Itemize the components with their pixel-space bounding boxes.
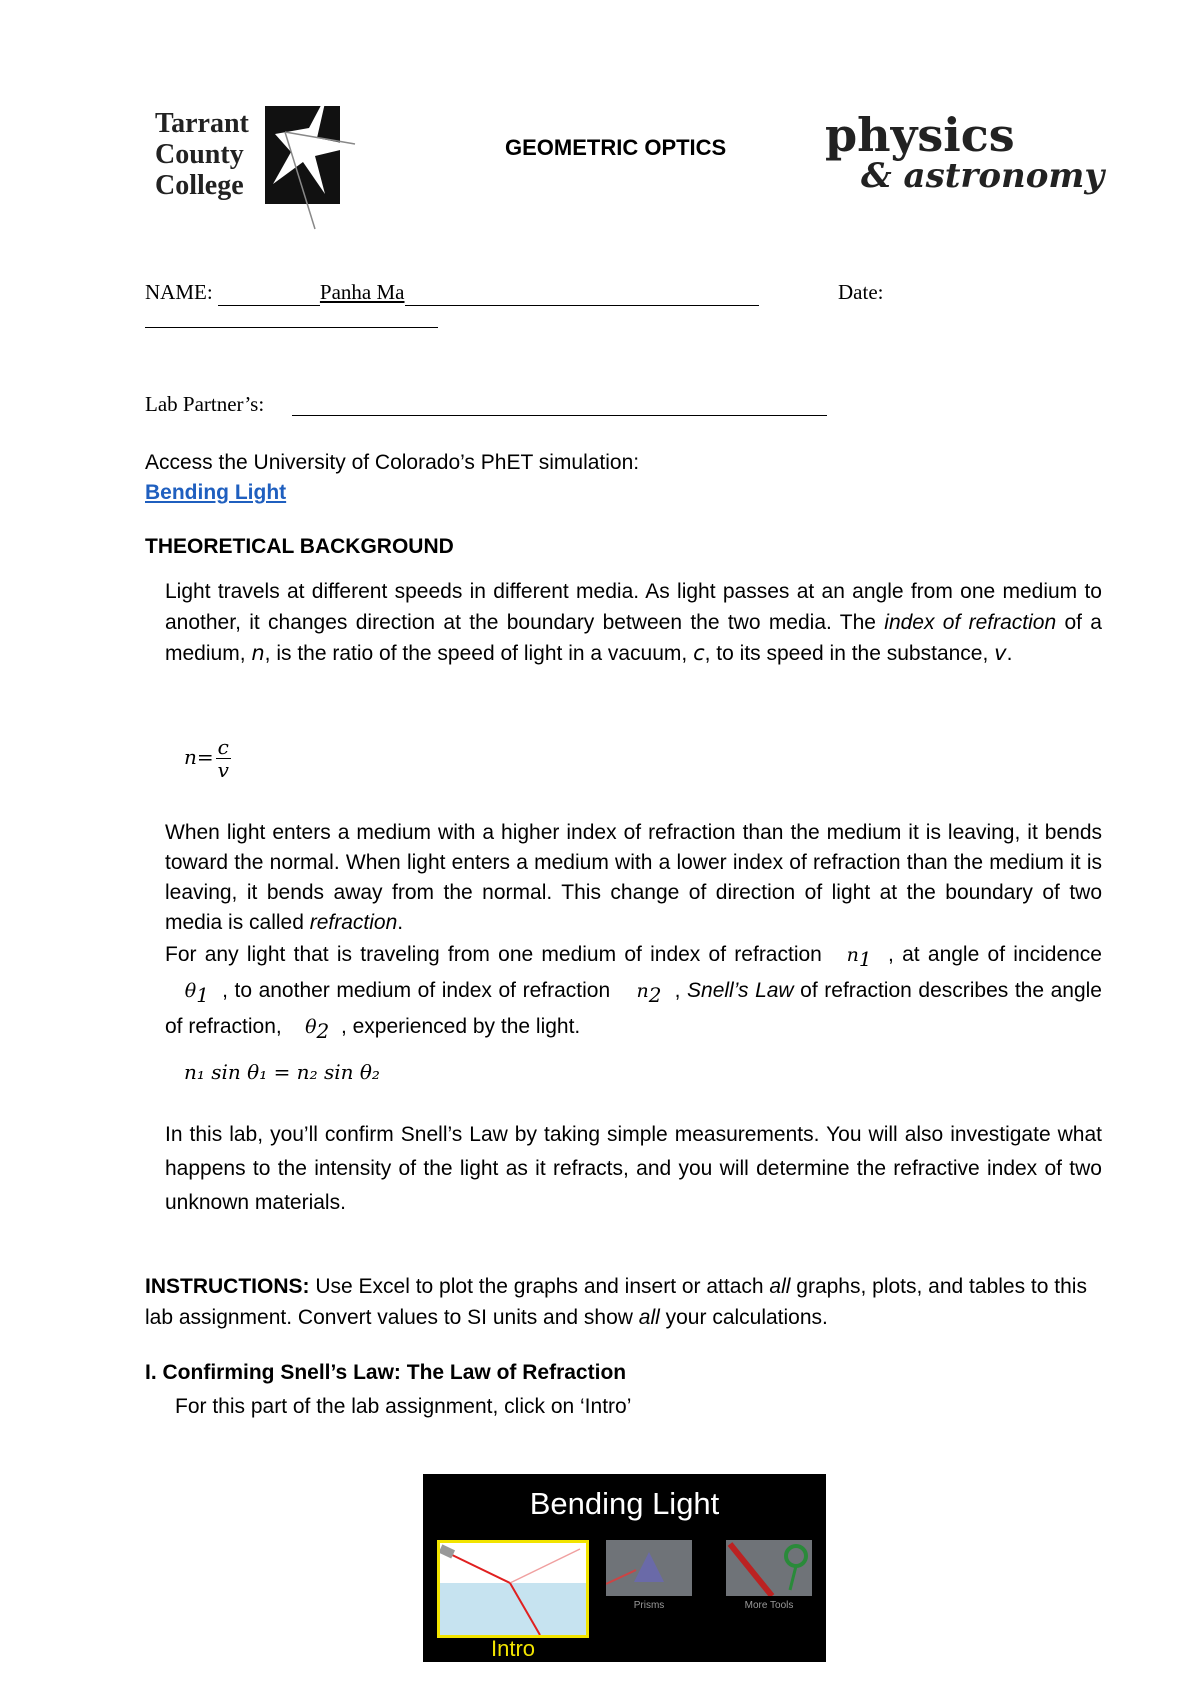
theory-paragraph-3: For any light that is traveling from one medium of index of refraction $n_1$ , at angle of incidence $\theta_1$ , to another medium of index of refraction $n_2$ , Snell’s Law of refraction describes the angle of refraction, $\theta_2$ , experienced by the light. <box>165 943 1102 1044</box>
instructions-paragraph: INSTRUCTIONS: Use Excel to plot the graphs and insert or attach all graphs, plots, and tables to this lab assignment. Convert values to SI units and show all your calculations. <box>145 1275 1087 1329</box>
equation-snells-law: n₁ sin θ₁ = n₂ sin θ₂ <box>184 1060 380 1084</box>
name-label: NAME: <box>145 280 213 304</box>
logo-astronomy: & astronomy <box>861 156 1105 196</box>
tab-more-tools[interactable]: More Tools <box>744 1600 794 1611</box>
prisms-thumbnail[interactable] <box>606 1540 692 1596</box>
star-emblem-icon <box>265 94 365 234</box>
sim-title: Bending Light <box>529 1486 720 1521</box>
bending-light-screenshot <box>423 1474 826 1662</box>
logo-line-3: College <box>155 170 244 201</box>
date-label: Date: <box>838 280 884 304</box>
name-row <box>145 280 759 306</box>
logo-physics: physics <box>825 108 1015 162</box>
bending-light-link[interactable]: Bending Light <box>145 481 287 504</box>
part1-heading: I. Confirming Snell’s Law: The Law of Refraction <box>145 1361 627 1384</box>
logo-line-1: Tarrant <box>155 108 249 139</box>
prism-icon <box>606 1540 692 1596</box>
date-field[interactable] <box>145 327 438 328</box>
theory-heading: THEORETICAL BACKGROUND <box>145 535 454 558</box>
part1-instruction: For this part of the lab assignment, click on ‘Intro’ <box>175 1395 632 1418</box>
name-blank-lead <box>218 280 320 306</box>
partners-label: Lab Partner’s: <box>145 392 265 416</box>
more-tools-thumbnail[interactable] <box>726 1540 812 1596</box>
theory-paragraph-4: In this lab, you’ll confirm Snell’s Law by taking simple measurements. You will also investigate what happens to the intensity of the light as it refracts, and you will determine the refractive index of two unknown materials. <box>165 1123 1102 1214</box>
equation-index-of-refraction: n= $\frac{c}{v}$ <box>184 735 229 782</box>
access-text: Access the University of Colorado’s PhET simulation: <box>145 451 640 474</box>
intro-thumbnail[interactable] <box>437 1540 589 1638</box>
theory-paragraph-1: Light travels at different speeds in different media. As light passes at an angle from one medium to another, it changes direction at the boundary between the two media. The index of refraction of a medium, n, is the ratio of the speed of light in a vacuum, c, to its speed in the substance, v. <box>165 580 1102 665</box>
partners-field[interactable] <box>292 415 827 416</box>
physics-astronomy-logo <box>825 108 1105 196</box>
tarrant-county-college-logo <box>155 100 355 240</box>
document-title: GEOMETRIC OPTICS <box>505 135 727 160</box>
name-blank-trail <box>405 280 759 306</box>
partners-row <box>145 392 264 417</box>
tab-prisms[interactable]: Prisms <box>633 1600 665 1611</box>
intro-scene-icon <box>440 1543 586 1635</box>
tab-intro[interactable]: Intro <box>490 1636 536 1661</box>
theory-paragraph-2: When light enters a medium with a higher index of refraction than the medium it is leaving, it bends toward the normal. When light enters a medium with a lower index of refraction than the medium it is leaving, it bends away from the normal. This change of direction of light at the boundary of two media is called refraction. <box>165 821 1102 934</box>
more-tools-icon <box>726 1540 812 1596</box>
name-field[interactable]: Panha Ma <box>319 280 405 304</box>
logo-line-2: County <box>155 139 244 170</box>
